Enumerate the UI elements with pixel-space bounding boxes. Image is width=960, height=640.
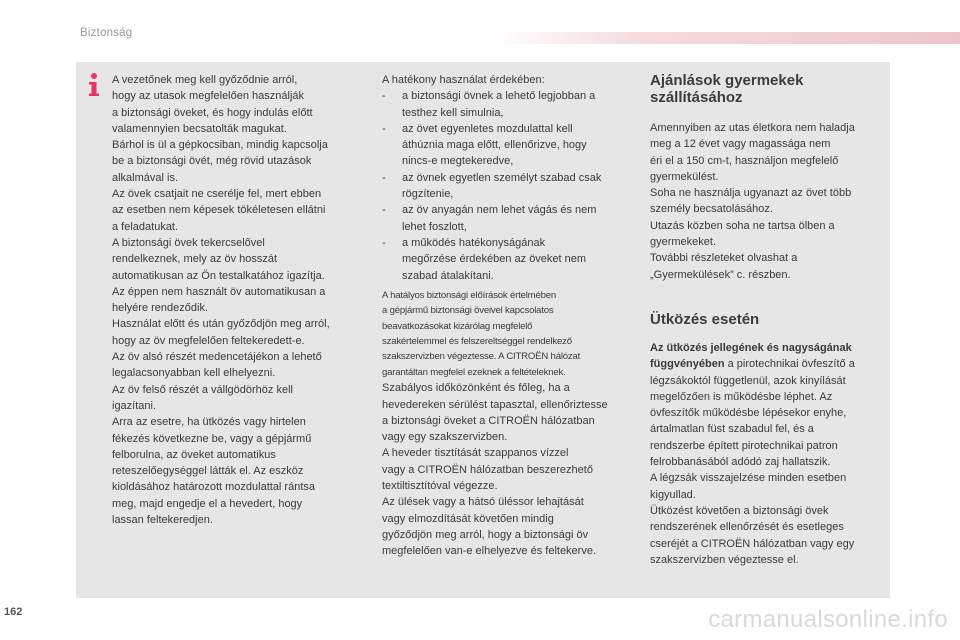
text-line: meg a 12 évet vagy magassága nem	[650, 138, 831, 151]
text-line: meg, majd engedje el a hevedert, hogy	[112, 497, 303, 510]
text-line: Amennyiben az utas életkora nem haladja	[650, 122, 855, 134]
list-item-line: megőrzése érdekében az öveket nem	[402, 253, 587, 266]
text-line: Bárhol is ül a gépkocsiban, mindig kapcsolja	[112, 139, 328, 152]
text-line: övfeszítők működésbe lépésekor enyhe,	[650, 407, 847, 420]
text-line: Az övek csatjait ne cserélje fel, mert ebben	[112, 188, 322, 201]
text-line: gyermekülést.	[650, 170, 719, 183]
text-line: megelőzően is működésbe léphet. Az	[650, 390, 833, 403]
text-line: a biztonsági öveket a CITROËN hálózatban	[382, 414, 595, 427]
text-line: igazítani.	[112, 399, 157, 412]
page-number: 162	[4, 606, 23, 618]
text-line: Ütközést követően a biztonsági övek	[650, 504, 829, 517]
text-line: „Gyermekülések” c. részben.	[650, 268, 791, 281]
children-heading	[650, 72, 885, 106]
heading-line: szállításához	[650, 89, 743, 106]
text-line: gyermekeket.	[650, 236, 717, 249]
list-item-line: lehet foszlott,	[402, 220, 467, 233]
info-icon	[86, 72, 102, 98]
bold-lead-line: Az ütközés jellegének és nagyságának	[650, 341, 852, 354]
list-item-line: - a működés hatékonyságának	[402, 236, 546, 249]
text-line: személy becsatolásához.	[650, 203, 773, 216]
text-line: a feladatukat.	[112, 220, 179, 233]
text-line: Az ülések vagy a hátsó üléssor lehajtását	[382, 496, 584, 509]
section-title: Biztonság	[80, 27, 133, 39]
text-line: be a biztonsági övét, még rövid utazások	[112, 155, 312, 168]
list-item-line: - az övet egyenletes mozdulattal kell	[402, 122, 573, 135]
text-line: Az öv felső részét a vállgödörhöz kell	[112, 383, 293, 396]
text-line: alkalmával is.	[112, 171, 179, 184]
list-item	[382, 202, 632, 235]
text-line: A légzsák visszajelzése minden esetben	[650, 472, 847, 485]
text-line: felrobbanásából adódó zaj hallatszik.	[650, 456, 831, 469]
bold-lead-word: függvényében	[650, 358, 725, 371]
text-line: ártalmatlan füst szabadul fel, és a	[650, 423, 814, 436]
text-line: További részleteket olvashat a	[650, 252, 798, 265]
text-line: Az öv alsó részét medencetájékon a lehető	[112, 351, 322, 364]
collision-heading: Ütközés esetén	[650, 310, 760, 328]
maintenance-text	[382, 380, 632, 559]
service-note	[382, 288, 632, 380]
lead-continuation: a pirotechnikai övfeszítő a	[724, 358, 855, 371]
children-collision-column	[650, 72, 885, 568]
list-item-line: - a biztonsági övnek a lehető legjobban a	[402, 90, 596, 103]
text-line: győződjön meg arról, hogy a biztonsági öv	[382, 528, 589, 541]
text-line: A biztonsági övek tekercselővel	[112, 236, 265, 249]
text-line: fékezés következne be, vagy a gépjármű	[112, 432, 312, 445]
text-line: megfelelően van-e elhelyezve és feltekerve.	[382, 545, 597, 558]
seatbelt-intro-column	[112, 72, 362, 528]
heading-line: Ajánlások gyermekek	[650, 72, 804, 89]
text-line: helyére rendeződik.	[112, 302, 209, 315]
list-item-line: rögzítenie,	[402, 188, 454, 201]
note-line: beavatkozásokat kizárólag megfelelő	[382, 320, 533, 332]
text-line: textiltisztítóval végezze.	[382, 480, 498, 493]
usage-intro: A hatékony használat érdekében:	[382, 74, 545, 86]
text-line: vagy elmozdítását követően mindig	[382, 512, 554, 525]
list-item-line: - az öv anyagán nem lehet vágás és nem	[402, 204, 597, 217]
children-text	[650, 120, 885, 283]
text-line: kigyullad.	[650, 488, 696, 501]
note-line: szakértelemmel és felszereltséggel rendelkező	[382, 336, 572, 348]
seatbelt-usage-column	[382, 72, 632, 560]
text-line: Soha ne használja ugyanazt az övet több	[650, 187, 852, 200]
text-line: Az éppen nem használt öv automatikusan a	[112, 285, 326, 298]
text-line: cseréjét a CITROËN hálózatban vagy egy	[650, 537, 855, 550]
text-line: lassan feltekeredjen.	[112, 514, 213, 527]
text-line: kioldásához határozott mozdulattal rántsa	[112, 481, 316, 494]
text-line: az esetben nem képesek tökéletesen ellátni	[112, 204, 326, 217]
collision-text	[650, 340, 885, 568]
text-line: éri el a 150 cm-t, használjon megfelelő	[650, 154, 839, 167]
list-item	[382, 170, 632, 203]
text-line: vagy egy szakszervizben.	[382, 431, 508, 444]
usage-list	[382, 88, 632, 284]
list-item	[382, 121, 632, 170]
text-line: hogy az utasok megfelelően használják	[112, 90, 305, 103]
mixed-line	[650, 356, 885, 372]
text-line: reteszelőegységgel látták el. Az eszköz	[112, 465, 304, 478]
list-item-line: nincs-e megtekeredve,	[402, 155, 514, 168]
text-line: légzsákoktól függetlenül, azok kinyílását	[650, 374, 846, 387]
text-line: a biztonsági öveket, és hogy indulás előtt	[112, 106, 313, 119]
text-line: A heveder tisztítását szappanos vízzel	[382, 447, 569, 460]
header-accent-bar	[490, 32, 960, 44]
list-item-line: áthúznia maga előtt, ellenőrizve, hogy	[402, 139, 587, 152]
text-line: A vezetőnek meg kell győződnie arról,	[112, 74, 298, 86]
list-item-line: szabad átalakítani.	[402, 269, 494, 282]
text-line: hevedereken sérülést tapasztal, ellenőriztesse	[382, 398, 608, 411]
note-line: garantáltan megfelel ezeknek a feltételeknek.	[382, 366, 566, 378]
note-line: A hatályos biztonsági előírások értelmében	[382, 289, 556, 301]
note-line: szakszervizben végeztesse. A CITROËN hálózat	[382, 351, 581, 363]
text-line: valamennyien becsatolták magukat.	[112, 122, 287, 135]
text-line: automatikusan az Ön testalkatához igazítja.	[112, 269, 325, 282]
text-line: rendszerének ellenőrzését és esetleges	[650, 521, 844, 534]
note-line: a gépjármű biztonsági öveivel kapcsolatos	[382, 305, 554, 317]
text-line: Arra az esetre, ha ütközés vagy hirtelen	[112, 416, 306, 429]
text-line: Utazás közben soha ne tartsa ölben a	[650, 219, 835, 232]
list-item-line: testhez kell simulnia,	[402, 106, 504, 119]
text-line: rendszerbe épített pirotechnikai patron	[650, 439, 838, 452]
text-line: szakszervizben végeztesse el.	[650, 553, 799, 566]
text-line: vagy a CITROËN hálózatban beszerezhető	[382, 463, 593, 476]
list-item-line: - az övnek egyetlen személyt szabad csak	[402, 171, 602, 184]
list-item	[382, 88, 632, 121]
list-item	[382, 235, 632, 284]
text-line: Szabályos időközönként és főleg, ha a	[382, 382, 570, 395]
text-line: legalacsonyabban kell elhelyezni.	[112, 367, 276, 380]
text-line: hogy az öv megfelelően feltekeredett-e.	[112, 334, 305, 347]
text-line: felborulna, az öveket automatikus	[112, 448, 276, 461]
text-line: rendelkeznek, mely az öv hosszát	[112, 253, 278, 266]
watermark: carmanualsonline.info	[708, 606, 948, 633]
text-line: Használat előtt és után győződjön meg arról,	[112, 318, 330, 331]
